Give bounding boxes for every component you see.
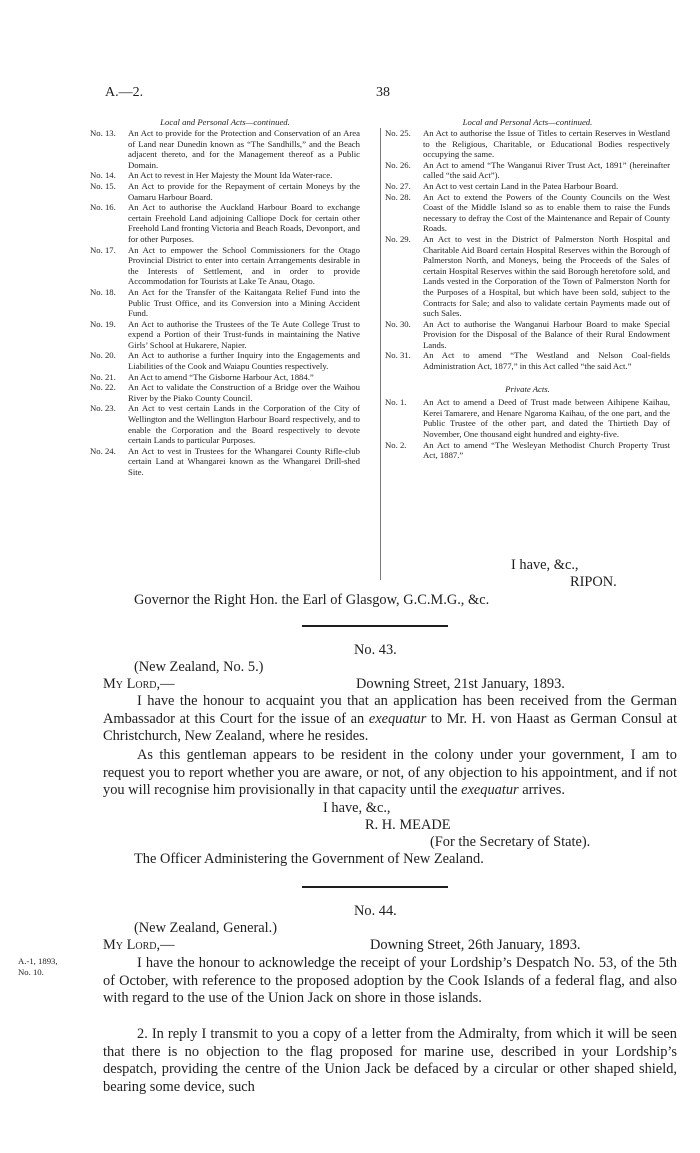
despatch-number: No. 44. [354, 903, 397, 919]
act-number: No. 22. [90, 382, 116, 393]
act-title: An Act to authorise the Wanganui Harbour Board to make Special Provision for the Disposal of the Balance of their Rural Endowment Lands. [423, 318, 670, 350]
signature: RIPON. [570, 574, 617, 590]
private-act-list [385, 397, 670, 461]
act-list [90, 128, 360, 478]
act-number: No. 1. [385, 397, 407, 408]
act-entry [90, 287, 360, 319]
closing-line: I have, &c., [323, 800, 391, 816]
act-title: An Act to authorise the Auckland Harbour Board to exchange certain Freehold Land adjoining Calliope Dock for certain other Freehold Land fronting Victoria and Beach Roads, Devonport, and for other Purposes. [128, 202, 360, 244]
closing-line: I have, &c., [511, 557, 579, 573]
act-number: No. 15. [90, 180, 116, 191]
column-divider [380, 128, 381, 580]
act-entry [90, 446, 360, 478]
act-number: No. 14. [90, 170, 116, 181]
paragraph: As this gentleman appears to be resident in the colony under your government, I am to request you to report whether you are aware, or not, of any objection to his appointment, and if not you will recognise him provisionally in that capacity until the exequatur arrives. [103, 747, 677, 798]
act-title: An Act to amend “The Wanganui River Trust Act, 1891” (hereinafter called “the said Act”). [423, 159, 670, 181]
right-column [385, 117, 670, 461]
act-title: An Act to authorise the Trustees of the Te Aute College Trust to expend a Portion of their Trust-funds in maintaining the Native Girls’ School at Hukarere, Napier. [128, 318, 360, 350]
paragraph: I have the honour to acknowledge the receipt of your Lordship’s Despatch No. 53, of the 5th of October, with reference to the proposed adoption by the Cook Islands of a federal flag, and also with regard to the use of the Union Jack on shore in those islands. [103, 955, 677, 1006]
despatch-reference: (New Zealand, No. 5.) [134, 659, 264, 675]
act-entry [90, 170, 360, 181]
section-code: A.—2. [105, 85, 144, 100]
act-entry [385, 440, 670, 461]
act-entry [90, 319, 360, 351]
column-heading: Local and Personal Acts—continued. [160, 117, 290, 127]
page-number: 38 [376, 85, 390, 100]
act-number: No. 27. [385, 180, 411, 191]
act-entry [90, 128, 360, 170]
act-title: An Act to amend “The Wesleyan Methodist Church Property Trust Act, 1887.” [423, 439, 670, 461]
addressee: The Officer Administering the Government of New Zealand. [134, 851, 484, 867]
despatch-reference: (New Zealand, General.) [134, 920, 278, 936]
act-number: No. 2. [385, 439, 407, 450]
act-title: An Act to empower the School Commissioners for the Otago Provincial District to enter into certain Arrangements desirable in the Interests of Settlement, and in order to provide Accommodation for Tourists at Lake Te Anau, Otago. [128, 244, 360, 287]
act-entry [90, 350, 360, 371]
paragraph: I have the honour to acquaint you that an application has been received from the German Ambassador at this Court for the issue of an exequatur to Mr. H. von Haast as German Consul at Christchurch, New Zealand, where he resides. [103, 693, 677, 744]
act-entry [90, 202, 360, 244]
act-number: No. 18. [90, 286, 116, 297]
act-number: No. 19. [90, 318, 116, 329]
salutation: My Lord,— [103, 937, 175, 953]
act-number: No. 30. [385, 318, 411, 329]
act-entry [90, 372, 360, 383]
act-entry [385, 181, 670, 192]
act-title: An Act for the Transfer of the Kaitangata Relief Fund into the Public Trust Office, and its Conversion into a Mining Accident Fund. [128, 286, 360, 319]
act-number: No. 16. [90, 202, 116, 213]
act-entry [90, 181, 360, 202]
addressee: Governor the Right Hon. the Earl of Glasgow, G.C.M.G., &c. [134, 592, 490, 608]
act-entry [90, 403, 360, 445]
act-entry [385, 128, 670, 160]
salutation: My Lord,— [103, 676, 175, 692]
section-divider [302, 886, 448, 888]
act-number: No. 31. [385, 350, 411, 361]
act-title: An Act to validate the Construction of a Bridge over the Waihou River by the Piako County Council. [128, 382, 360, 403]
act-title: An Act to amend a Deed of Trust made between Aihipene Kaihau, Kerei Tamarere, and Henare Ngaroma Kaihau, of the one part, and the Public Trustee of the other part, and dated the Thirtieth Day of November, One thousand eight hundred and eighty-five. [423, 397, 670, 440]
left-column [90, 117, 360, 478]
act-number: No. 13. [90, 128, 116, 138]
act-entry [90, 382, 360, 403]
place-date: Downing Street, 26th January, 1893. [370, 937, 581, 953]
signature-capacity: (For the Secretary of State). [430, 834, 591, 850]
place-date: Downing Street, 21st January, 1893. [356, 676, 565, 692]
act-title: An Act to vest certain Land in the Patea Harbour Board. [423, 180, 619, 191]
act-title: An Act to vest in the District of Palmerston North Hospital and Charitable Aid Board certain Hospital Reserves within the Borough of Palmerston North, and Moneys, being the Proceeds of the Sales of certain Hospital Reserves within the said Borough heretofore sold, and Lands vested in the Corporation of the Town of Palmerston North for the Purposes of a Hospital, but which have been sold, subject to the Contracts for Sale; and also to validate certain Payments made out of such Sales. [423, 233, 670, 319]
act-number: No. 25. [385, 128, 411, 138]
act-number: No. 28. [385, 191, 411, 202]
act-title: An Act to amend “The Westland and Nelson Coal-fields Administration Act, 1877,” in this Act called “the said Act.” [423, 350, 670, 372]
act-number: No. 20. [90, 350, 116, 361]
act-title: An Act to revest in Her Majesty the Mount Ida Water-race. [128, 170, 333, 181]
act-entry [385, 350, 670, 371]
act-entry [385, 319, 670, 351]
act-entry [90, 245, 360, 287]
act-title: An Act to vest in Trustees for the Whangarei County Rifle-club certain Land at Whangarei known as the Whangarei Drill-shed Site. [128, 445, 360, 477]
act-number: No. 21. [90, 371, 116, 382]
column-heading: Local and Personal Acts—continued. [462, 117, 593, 127]
act-title: An Act to vest certain Lands in the Corporation of the City of Wellington and the Wellington Harbour Board respectively, and to enable the Corporation and the Board respectively to devote certain Lands to particular Purposes. [128, 403, 360, 446]
private-acts-heading: Private Acts. [505, 383, 550, 394]
act-number: No. 23. [90, 403, 116, 414]
margin-reference: No. 10. [18, 967, 44, 977]
despatch-number: No. 43. [354, 642, 397, 658]
paragraph: 2. In reply I transmit to you a copy of a letter from the Admiralty, from which it will be seen that there is no objection to the flag proposed for marine use, described in your Lordship’s despatch, providing the centre of the Union Jack be defaced by a circular or other shaped shield, bearing some device, such [103, 1026, 677, 1095]
margin-reference: A.-1, 1893, [18, 956, 58, 966]
act-number: No. 24. [90, 445, 116, 456]
act-entry [385, 192, 670, 234]
act-title: An Act to extend the Powers of the County Councils on the West Coast of the Middle Island so as to enable them to raise the Funds necessary to defray the Cost of the Maintenance and Repair of County Roads. [423, 191, 670, 234]
act-title: An Act to amend “The Gisborne Harbour Act, 1884.” [128, 371, 314, 382]
act-title: An Act to authorise a further Inquiry into the Engagements and Liabilities of the Cook and Waiapu Counties respectively. [128, 350, 360, 372]
act-number: No. 17. [90, 244, 116, 255]
act-entry [385, 160, 670, 181]
act-title: An Act to provide for the Protection and Conservation of an Area of Land near Dunedin known as “The Sandhills,” and the Beach adjacent thereto, and for the Management thereof as a Public Domain. [128, 128, 360, 170]
section-divider [302, 625, 448, 627]
act-number: No. 26. [385, 159, 411, 170]
act-title: An Act to authorise the Issue of Titles to certain Reserves in Westland to the Religious, Charitable, or Educational Bodies respectively occupying the same. [423, 128, 670, 160]
act-list [385, 128, 670, 372]
act-number: No. 29. [385, 233, 411, 244]
act-title: An Act to provide for the Repayment of certain Moneys by the Oamaru Harbour Board. [128, 180, 360, 202]
act-entry [385, 234, 670, 319]
act-entry [385, 397, 670, 439]
signature: R. H. MEADE [365, 817, 451, 833]
